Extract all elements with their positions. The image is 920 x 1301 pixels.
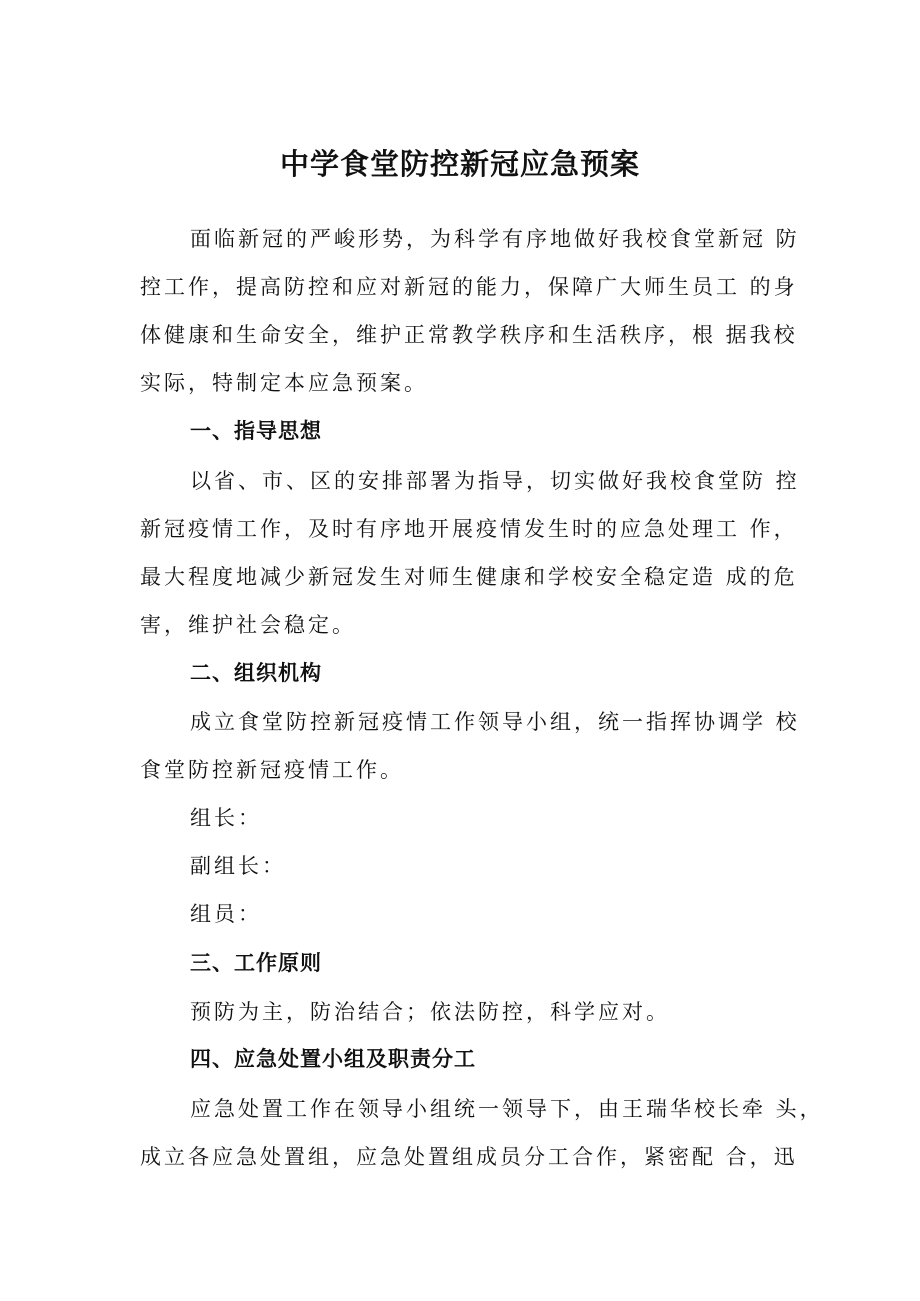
intro-line-2: 控工作，提高防控和应对新冠的能力，保障广大师生员工 的身 xyxy=(140,275,798,299)
section-heading-guiding-thought: 一、指导思想 xyxy=(190,419,322,443)
section1-line-4: 害，维护社会稳定。 xyxy=(140,613,356,637)
section1-line-3: 最大程度地减少新冠发生对师生健康和学校安全稳定造 成的危 xyxy=(140,565,798,589)
role-deputy-leader: 副组长： xyxy=(190,854,286,878)
section2-line-1: 成立食堂防控新冠疫情工作领导小组，统一指挥协调学 校 xyxy=(190,710,800,734)
role-leader: 组长： xyxy=(190,806,262,830)
section4-line-2: 成立各应急处置组，应急处置组成员分工合作，紧密配 合，迅 xyxy=(140,1145,798,1169)
role-members: 组员： xyxy=(190,902,262,926)
page-title: 中学食堂防控新冠应急预案 xyxy=(279,147,640,181)
section-heading-principles: 三、工作原则 xyxy=(190,951,322,975)
section-heading-organization: 二、组织机构 xyxy=(190,661,322,685)
section-heading-emergency-groups: 四、应急处置小组及职责分工 xyxy=(190,1047,476,1071)
section4-line-1: 应急处置工作在领导小组统一领导下，由王瑞华校长牵 头， xyxy=(190,1097,824,1121)
intro-line-3: 体健康和生命安全，维护正常教学秩序和生活秩序，根 据我校 xyxy=(140,323,798,347)
section1-line-1: 以省、市、区的安排部署为指导，切实做好我校食堂防 控 xyxy=(190,469,800,493)
intro-line-4: 实际，特制定本应急预案。 xyxy=(140,371,428,395)
intro-line-1: 面临新冠的严峻形势，为科学有序地做好我校食堂新冠 防 xyxy=(190,227,800,251)
section2-line-2: 食堂防控新冠疫情工作。 xyxy=(140,758,404,782)
section1-line-2: 新冠疫情工作，及时有序地开展疫情发生时的应急处理工 作， xyxy=(140,517,798,541)
section3-line-1: 预防为主，防治结合；依法防控，科学应对。 xyxy=(190,1000,670,1024)
